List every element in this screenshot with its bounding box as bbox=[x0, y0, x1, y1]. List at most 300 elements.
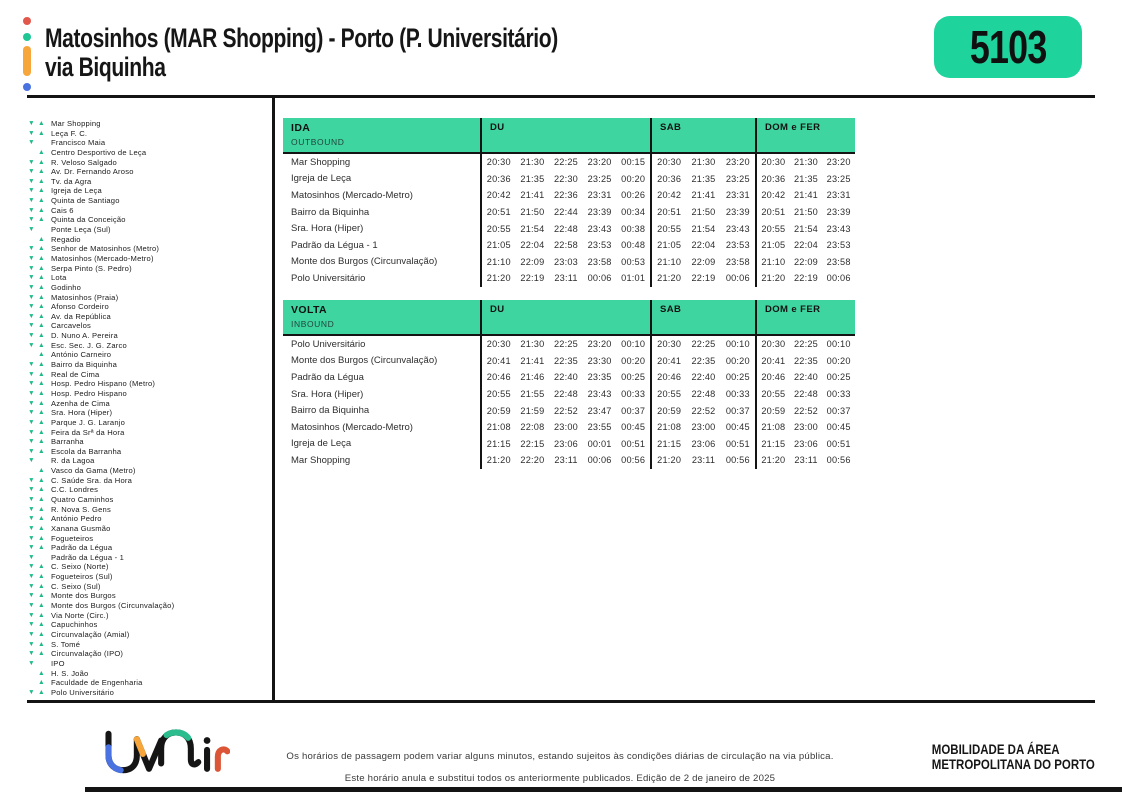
stop-name: D. Nuno A. Pereira bbox=[51, 331, 118, 341]
direction-down-icon: ▼ bbox=[28, 254, 35, 262]
daytype-header bbox=[755, 300, 855, 334]
direction-down-icon: ▼ bbox=[28, 120, 35, 127]
time-group bbox=[650, 336, 755, 353]
direction-up-icon: ▲ bbox=[38, 495, 45, 503]
stop-name: Circunvalação (IPO) bbox=[51, 649, 124, 659]
direction-down-icon: ▼ bbox=[28, 428, 35, 436]
stop-name: C. Saúde Sra. da Hora bbox=[51, 475, 133, 485]
stop-list-item bbox=[28, 399, 266, 409]
time-cell: 00:01 bbox=[587, 438, 612, 449]
route-number-badge bbox=[934, 16, 1082, 78]
direction-up-icon: ▲ bbox=[38, 245, 45, 253]
direction-down-icon: ▼ bbox=[28, 303, 35, 311]
direction-up-icon: ▲ bbox=[38, 389, 45, 397]
time-cell: 22:25 bbox=[553, 157, 578, 168]
time-cell: 21:35 bbox=[794, 173, 818, 184]
time-cell: 22:08 bbox=[520, 422, 545, 433]
direction-down-icon: ▼ bbox=[28, 524, 35, 532]
direction-down-icon: ▼ bbox=[28, 544, 35, 552]
daytype-header bbox=[650, 300, 755, 334]
time-cell: 22:30 bbox=[553, 173, 578, 184]
timetable-row bbox=[283, 452, 855, 469]
direction-down-icon: ▼ bbox=[28, 399, 35, 407]
direction-down-icon: ▼ bbox=[28, 650, 35, 658]
stop-name: Padrão da Légua bbox=[51, 543, 113, 553]
stop-list-item bbox=[28, 283, 266, 293]
stop-name: Feira da Srª da Hora bbox=[51, 427, 125, 437]
direction-down-icon: ▼ bbox=[28, 168, 35, 176]
direction-down-icon: ▼ bbox=[28, 332, 35, 340]
time-cell: 23:20 bbox=[725, 157, 750, 168]
stop-cell: Matosinhos (Mercado-Metro) bbox=[291, 421, 413, 433]
daytype-label: DU bbox=[490, 304, 505, 315]
direction-up-icon: ▲ bbox=[38, 283, 45, 291]
time-cell: 23:03 bbox=[553, 256, 578, 267]
direction-up-icon: ▲ bbox=[38, 563, 45, 571]
time-cell: 22:44 bbox=[553, 207, 578, 218]
direction-up-icon: ▲ bbox=[38, 168, 45, 176]
time-cell: 22:04 bbox=[794, 240, 818, 251]
time-cell: 20:42 bbox=[486, 190, 511, 201]
time-group bbox=[480, 237, 650, 254]
timetable-header bbox=[283, 300, 855, 336]
time-cell: 21:30 bbox=[520, 339, 545, 350]
time-cell: 22:25 bbox=[691, 339, 716, 350]
stop-list-item bbox=[28, 302, 266, 312]
time-cell: 00:20 bbox=[826, 355, 851, 366]
direction-down-icon: ▼ bbox=[28, 370, 35, 378]
stop-list-item bbox=[28, 206, 266, 216]
timetable-row bbox=[283, 154, 855, 171]
stop-name: Lota bbox=[51, 273, 67, 283]
stop-list-item bbox=[28, 379, 266, 389]
stop-name: IPO bbox=[51, 658, 65, 668]
time-group bbox=[650, 237, 755, 254]
direction-up-icon: ▲ bbox=[38, 274, 45, 282]
timetable-volta bbox=[283, 300, 855, 469]
direction-down-icon: ▼ bbox=[28, 505, 35, 513]
time-cell: 22:48 bbox=[553, 389, 578, 400]
direction-up-icon: ▲ bbox=[38, 399, 45, 407]
stop-list-item bbox=[28, 244, 266, 254]
direction-down-icon: ▼ bbox=[28, 447, 35, 455]
stop-list-item bbox=[28, 620, 266, 630]
direction-up-icon: ▲ bbox=[38, 332, 45, 340]
daytype-header bbox=[480, 300, 650, 334]
stop-list-item bbox=[28, 630, 266, 640]
time-cell: 00:25 bbox=[826, 372, 851, 383]
stop-list-item bbox=[28, 669, 266, 679]
time-cell: 23:30 bbox=[587, 355, 612, 366]
time-cell: 23:53 bbox=[587, 240, 612, 251]
time-cell: 22:48 bbox=[794, 389, 818, 400]
time-cell: 00:53 bbox=[621, 256, 646, 267]
time-cell: 21:59 bbox=[520, 405, 545, 416]
stop-name: C. Seixo (Sul) bbox=[51, 581, 101, 591]
time-cell: 21:54 bbox=[691, 223, 716, 234]
time-cell: 23:58 bbox=[587, 256, 612, 267]
time-group bbox=[650, 187, 755, 204]
time-group bbox=[650, 419, 755, 436]
time-cell: 21:30 bbox=[794, 157, 818, 168]
time-group bbox=[650, 220, 755, 237]
timetable-ida bbox=[283, 118, 855, 287]
time-cell: 21:30 bbox=[691, 157, 716, 168]
timetable-row bbox=[283, 353, 855, 370]
timetable-row bbox=[283, 204, 855, 221]
direction-up-icon: ▲ bbox=[38, 187, 45, 195]
time-group bbox=[755, 254, 855, 271]
time-cell: 21:46 bbox=[520, 372, 545, 383]
time-cell: 21:50 bbox=[520, 207, 545, 218]
daytype-label: SAB bbox=[660, 122, 682, 133]
time-cell: 21:08 bbox=[486, 422, 511, 433]
stop-name: Faculdade de Engenharia bbox=[51, 678, 143, 688]
time-cell: 23:11 bbox=[554, 273, 578, 284]
direction-down-icon: ▼ bbox=[28, 495, 35, 503]
stops-list bbox=[28, 119, 266, 697]
time-cell: 22:15 bbox=[520, 438, 545, 449]
time-cell: 00:48 bbox=[621, 240, 646, 251]
stop-list-item bbox=[28, 273, 266, 283]
direction-down-icon: ▼ bbox=[28, 216, 35, 224]
direction-up-icon: ▲ bbox=[38, 341, 45, 349]
time-cell: 21:15 bbox=[657, 438, 682, 449]
time-cell: 20:30 bbox=[657, 339, 682, 350]
direction-down-icon: ▼ bbox=[28, 206, 35, 214]
time-cell: 23:43 bbox=[725, 223, 750, 234]
stop-name: Quinta de Santiago bbox=[51, 196, 120, 206]
unir-logo bbox=[95, 720, 230, 788]
time-group bbox=[755, 336, 855, 353]
time-cell: 21:15 bbox=[761, 438, 786, 449]
daytype-label: DOM e FER bbox=[765, 304, 821, 315]
time-cell: 23:25 bbox=[725, 173, 750, 184]
time-group bbox=[755, 187, 855, 204]
direction-down-icon: ▼ bbox=[28, 553, 35, 561]
time-group bbox=[650, 386, 755, 403]
direction-up-icon: ▲ bbox=[38, 467, 45, 475]
direction-up-icon: ▲ bbox=[38, 573, 45, 581]
time-cell: 21:05 bbox=[657, 240, 682, 251]
direction-down-icon: ▼ bbox=[28, 322, 35, 330]
stop-list-item bbox=[28, 562, 266, 572]
time-cell: 20:59 bbox=[657, 405, 682, 416]
time-cell: 22:35 bbox=[794, 355, 818, 366]
direction-down-icon: ▼ bbox=[28, 486, 35, 494]
direction-up-icon: ▲ bbox=[38, 409, 45, 417]
stop-list-item bbox=[28, 196, 266, 206]
stop-cell: Polo Universitário bbox=[291, 338, 366, 350]
stop-list-item bbox=[28, 341, 266, 351]
time-cell: 23:11 bbox=[691, 455, 716, 466]
timetable-direction-label: VOLTA bbox=[291, 304, 328, 316]
time-group bbox=[480, 204, 650, 221]
time-cell: 00:37 bbox=[826, 405, 851, 416]
red-dot-icon bbox=[23, 17, 31, 25]
stop-list-item bbox=[28, 591, 266, 601]
stop-cell: Monte dos Burgos (Circunvalação) bbox=[291, 256, 438, 268]
time-cell: 22:04 bbox=[520, 240, 545, 251]
time-cell: 20:55 bbox=[486, 223, 511, 234]
time-cell: 22:09 bbox=[520, 256, 545, 267]
time-cell: 00:10 bbox=[621, 339, 646, 350]
direction-up-icon: ▲ bbox=[38, 148, 45, 156]
stop-list-item bbox=[28, 186, 266, 196]
stop-name: Mar Shopping bbox=[51, 119, 101, 128]
time-cell: 20:55 bbox=[761, 223, 786, 234]
time-group bbox=[755, 436, 855, 453]
timetable-title-cell bbox=[283, 118, 480, 152]
time-cell: 20:46 bbox=[486, 372, 511, 383]
time-cell: 23:58 bbox=[725, 256, 750, 267]
page-title bbox=[45, 24, 703, 82]
direction-up-icon: ▲ bbox=[38, 206, 45, 214]
time-group bbox=[480, 369, 650, 386]
direction-up-icon: ▲ bbox=[38, 650, 45, 658]
direction-up-icon: ▲ bbox=[38, 611, 45, 619]
timetable-row bbox=[283, 270, 855, 287]
time-group bbox=[480, 419, 650, 436]
direction-up-icon: ▲ bbox=[38, 476, 45, 484]
time-cell: 22:04 bbox=[691, 240, 716, 251]
time-cell: 00:56 bbox=[621, 455, 646, 466]
direction-up-icon: ▲ bbox=[38, 235, 45, 243]
time-cell: 21:10 bbox=[761, 256, 786, 267]
time-group bbox=[480, 353, 650, 370]
time-cell: 00:25 bbox=[621, 372, 646, 383]
stop-list-item bbox=[28, 678, 266, 688]
direction-up-icon: ▲ bbox=[38, 351, 45, 359]
timetable-row bbox=[283, 419, 855, 436]
time-cell: 00:33 bbox=[621, 389, 646, 400]
orange-bar-icon bbox=[23, 46, 31, 76]
direction-down-icon: ▼ bbox=[28, 274, 35, 282]
stop-name: Bairro da Biquinha bbox=[51, 360, 118, 370]
stop-name: Parque J. G. Laranjo bbox=[51, 417, 126, 427]
stop-name: Igreja de Leça bbox=[51, 186, 102, 196]
time-cell: 20:30 bbox=[486, 339, 511, 350]
time-cell: 23:06 bbox=[794, 438, 818, 449]
time-cell: 23:39 bbox=[587, 207, 612, 218]
stop-name: R. da Lagoa bbox=[51, 456, 95, 466]
stop-name: António Carneiro bbox=[51, 350, 112, 360]
stop-list-item bbox=[28, 138, 266, 148]
time-cell: 21:35 bbox=[520, 173, 545, 184]
stop-name: Cais 6 bbox=[51, 205, 74, 215]
time-cell: 20:42 bbox=[657, 190, 682, 201]
direction-up-icon: ▲ bbox=[38, 688, 45, 696]
stop-name: Real de Cima bbox=[51, 369, 100, 379]
time-cell: 21:30 bbox=[520, 157, 545, 168]
time-group bbox=[755, 237, 855, 254]
stop-name: Hosp. Pedro Hispano bbox=[51, 388, 127, 398]
time-cell: 23:31 bbox=[587, 190, 612, 201]
time-cell: 22:35 bbox=[691, 355, 716, 366]
time-cell: 00:56 bbox=[826, 455, 851, 466]
time-cell: 23:43 bbox=[587, 389, 612, 400]
stop-list-item bbox=[28, 428, 266, 438]
time-group bbox=[755, 452, 855, 469]
time-cell: 20:46 bbox=[657, 372, 682, 383]
stop-name: Av. da República bbox=[51, 311, 111, 321]
direction-down-icon: ▼ bbox=[28, 630, 35, 638]
time-cell: 23:00 bbox=[691, 422, 716, 433]
direction-up-icon: ▲ bbox=[38, 592, 45, 600]
timetable-row bbox=[283, 171, 855, 188]
brand-line2: METROPOLITANA DO PORTO bbox=[931, 756, 1095, 772]
direction-up-icon: ▲ bbox=[38, 120, 45, 127]
time-cell: 23:39 bbox=[725, 207, 750, 218]
direction-up-icon: ▲ bbox=[38, 438, 45, 446]
stop-name: Quinta da Conceição bbox=[51, 215, 126, 225]
stop-list-item bbox=[28, 582, 266, 592]
time-cell: 21:41 bbox=[691, 190, 716, 201]
stop-name: Capuchinhos bbox=[51, 620, 98, 630]
time-cell: 22:19 bbox=[794, 273, 818, 284]
direction-up-icon: ▲ bbox=[38, 177, 45, 185]
time-group bbox=[480, 254, 650, 271]
direction-up-icon: ▲ bbox=[38, 640, 45, 648]
stop-name: Via Norte (Circ.) bbox=[51, 610, 109, 620]
time-cell: 22:48 bbox=[553, 223, 578, 234]
direction-down-icon: ▼ bbox=[28, 476, 35, 484]
stop-name: Sra. Hora (Hiper) bbox=[51, 408, 113, 418]
time-cell: 00:06 bbox=[725, 273, 750, 284]
stop-name: Serpa Pinto (S. Pedro) bbox=[51, 263, 132, 273]
time-cell: 23:25 bbox=[587, 173, 612, 184]
time-cell: 22:40 bbox=[794, 372, 818, 383]
direction-down-icon: ▼ bbox=[28, 158, 35, 166]
direction-up-icon: ▲ bbox=[38, 418, 45, 426]
time-cell: 00:38 bbox=[621, 223, 646, 234]
stop-cell: Matosinhos (Mercado-Metro) bbox=[291, 189, 413, 201]
time-cell: 21:10 bbox=[486, 256, 511, 267]
time-cell: 20:51 bbox=[486, 207, 511, 218]
time-cell: 00:37 bbox=[725, 405, 750, 416]
timetable-row bbox=[283, 187, 855, 204]
time-group bbox=[650, 270, 755, 287]
time-cell: 21:20 bbox=[761, 455, 786, 466]
time-cell: 23:35 bbox=[587, 372, 612, 383]
stop-cell: Bairro da Biquinha bbox=[291, 206, 370, 218]
stop-list-item bbox=[28, 148, 266, 158]
stop-name: Ponte Leça (Sul) bbox=[51, 225, 111, 235]
time-cell: 20:30 bbox=[761, 339, 786, 350]
stop-cell: Igreja de Leça bbox=[291, 173, 352, 185]
stop-list-item bbox=[28, 456, 266, 466]
time-cell: 22:52 bbox=[794, 405, 818, 416]
stop-list-item bbox=[28, 177, 266, 187]
timetable-row bbox=[283, 369, 855, 386]
stop-name: António Pedro bbox=[51, 514, 102, 524]
daytype-label: DU bbox=[490, 122, 505, 133]
direction-up-icon: ▲ bbox=[38, 602, 45, 610]
route-title-line2: via Biquinha bbox=[45, 52, 166, 82]
daytype-header bbox=[480, 118, 650, 152]
timetable-row bbox=[283, 436, 855, 453]
stop-list-item bbox=[28, 543, 266, 553]
time-cell: 21:08 bbox=[657, 422, 682, 433]
time-group bbox=[480, 154, 650, 171]
stop-list-item bbox=[28, 235, 266, 245]
time-cell: 22:25 bbox=[794, 339, 818, 350]
timetable-row bbox=[283, 220, 855, 237]
time-cell: 23:06 bbox=[553, 438, 578, 449]
time-cell: 20:55 bbox=[486, 389, 511, 400]
time-cell: 00:45 bbox=[826, 422, 851, 433]
stop-list-item bbox=[28, 505, 266, 515]
stop-list-item bbox=[28, 389, 266, 399]
stop-name: Carcavelos bbox=[51, 321, 91, 331]
time-cell: 20:59 bbox=[761, 405, 786, 416]
time-cell: 23:25 bbox=[826, 173, 851, 184]
direction-down-icon: ▼ bbox=[28, 380, 35, 388]
time-cell: 20:55 bbox=[657, 389, 682, 400]
direction-up-icon: ▲ bbox=[38, 447, 45, 455]
stop-name: Escola da Barranha bbox=[51, 446, 122, 456]
time-cell: 00:51 bbox=[826, 438, 851, 449]
time-cell: 00:06 bbox=[587, 273, 612, 284]
time-cell: 20:41 bbox=[657, 355, 682, 366]
direction-up-icon: ▲ bbox=[38, 264, 45, 272]
direction-down-icon: ▼ bbox=[28, 688, 35, 696]
direction-down-icon: ▼ bbox=[28, 341, 35, 349]
time-cell: 21:41 bbox=[794, 190, 818, 201]
stop-list-item bbox=[28, 360, 266, 370]
time-cell: 00:25 bbox=[725, 372, 750, 383]
direction-down-icon: ▼ bbox=[28, 534, 35, 542]
stop-name: Senhor de Matosinhos (Metro) bbox=[51, 244, 160, 254]
time-cell: 00:45 bbox=[621, 422, 646, 433]
stop-name: Leça F. C. bbox=[51, 128, 88, 138]
time-cell: 23:00 bbox=[553, 422, 578, 433]
direction-down-icon: ▼ bbox=[28, 573, 35, 581]
direction-up-icon: ▲ bbox=[38, 293, 45, 301]
time-cell: 00:34 bbox=[621, 207, 646, 218]
stop-name: Matosinhos (Mercado-Metro) bbox=[51, 253, 154, 263]
direction-down-icon: ▼ bbox=[28, 409, 35, 417]
time-cell: 00:20 bbox=[621, 173, 646, 184]
time-cell: 22:09 bbox=[691, 256, 716, 267]
time-cell: 23:43 bbox=[587, 223, 612, 234]
direction-up-icon: ▲ bbox=[38, 621, 45, 629]
timetable-direction-sublabel: OUTBOUND bbox=[291, 137, 345, 147]
daytype-label: DOM e FER bbox=[765, 122, 821, 133]
time-cell: 00:06 bbox=[587, 455, 612, 466]
stop-list-item bbox=[28, 514, 266, 524]
time-cell: 22:52 bbox=[553, 405, 578, 416]
time-group bbox=[650, 436, 755, 453]
time-cell: 00:06 bbox=[826, 273, 851, 284]
stop-cell: Polo Universitário bbox=[291, 272, 366, 284]
direction-down-icon: ▼ bbox=[28, 389, 35, 397]
stop-name: Quatro Caminhos bbox=[51, 494, 114, 504]
daytype-header bbox=[755, 118, 855, 152]
direction-up-icon: ▲ bbox=[38, 303, 45, 311]
direction-down-icon: ▼ bbox=[28, 312, 35, 320]
time-cell: 22:19 bbox=[691, 273, 716, 284]
direction-up-icon: ▲ bbox=[38, 380, 45, 388]
stop-name: Esc. Sec. J. G. Zarco bbox=[51, 340, 127, 350]
time-cell: 21:20 bbox=[486, 455, 511, 466]
time-group bbox=[755, 402, 855, 419]
direction-down-icon: ▼ bbox=[28, 582, 35, 590]
stop-name: Monte dos Burgos bbox=[51, 591, 116, 601]
time-group bbox=[480, 171, 650, 188]
stop-list-item bbox=[28, 225, 266, 235]
time-cell: 23:31 bbox=[826, 190, 851, 201]
